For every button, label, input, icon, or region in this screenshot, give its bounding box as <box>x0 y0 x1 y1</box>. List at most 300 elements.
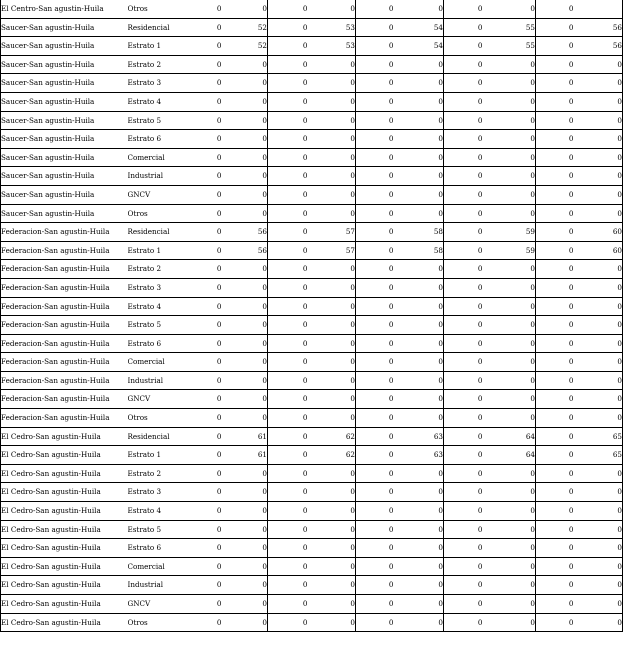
value-cell: 0 <box>356 18 394 37</box>
value-cell: 0 <box>394 55 444 74</box>
category-cell: Industrial <box>128 576 199 595</box>
value-cell: 0 <box>536 316 574 335</box>
value-cell: 0 <box>222 520 268 539</box>
value-cell: 61 <box>222 446 268 465</box>
value-cell: 0 <box>574 483 623 502</box>
value-cell: 0 <box>268 223 308 242</box>
value-cell: 0 <box>199 595 222 614</box>
location-cell: Saucer-San agustin-Huila <box>1 74 128 93</box>
value-cell: 0 <box>574 464 623 483</box>
value-cell: 60 <box>574 223 623 242</box>
value-cell: 0 <box>394 576 444 595</box>
value-cell: 0 <box>536 409 574 428</box>
value-cell: 0 <box>444 92 483 111</box>
value-cell: 60 <box>574 241 623 260</box>
value-cell: 0 <box>356 111 394 130</box>
location-cell: Saucer-San agustin-Huila <box>1 148 128 167</box>
value-cell: 0 <box>308 167 356 186</box>
category-cell: Estrato 1 <box>128 241 199 260</box>
value-cell: 0 <box>222 334 268 353</box>
value-cell: 0 <box>222 92 268 111</box>
value-cell: 0 <box>356 427 394 446</box>
category-cell: GNCV <box>128 595 199 614</box>
value-cell: 62 <box>308 427 356 446</box>
location-cell: Federacion-San agustin-Huila <box>1 316 128 335</box>
value-cell: 0 <box>308 539 356 558</box>
value-cell: 0 <box>444 111 483 130</box>
value-cell: 0 <box>483 0 536 18</box>
value-cell: 0 <box>444 148 483 167</box>
value-cell: 0 <box>308 595 356 614</box>
value-cell: 64 <box>483 427 536 446</box>
value-cell: 0 <box>268 502 308 521</box>
value-cell: 0 <box>356 74 394 93</box>
value-cell: 0 <box>536 185 574 204</box>
value-cell: 0 <box>268 520 308 539</box>
value-cell: 0 <box>394 148 444 167</box>
value-cell: 0 <box>483 204 536 223</box>
value-cell: 0 <box>574 576 623 595</box>
value-cell: 0 <box>483 502 536 521</box>
value-cell: 0 <box>536 55 574 74</box>
value-cell: 0 <box>394 278 444 297</box>
value-cell: 0 <box>268 316 308 335</box>
value-cell: 0 <box>483 92 536 111</box>
value-cell: 0 <box>536 130 574 149</box>
value-cell: 0 <box>268 483 308 502</box>
table-row <box>1 37 623 56</box>
value-cell: 57 <box>308 241 356 260</box>
value-cell: 0 <box>199 37 222 56</box>
location-cell: Federacion-San agustin-Huila <box>1 390 128 409</box>
value-cell: 0 <box>536 427 574 446</box>
value-cell: 0 <box>308 185 356 204</box>
value-cell: 0 <box>268 278 308 297</box>
value-cell: 0 <box>268 464 308 483</box>
table-row <box>1 185 623 204</box>
value-cell: 0 <box>574 390 623 409</box>
value-cell: 0 <box>308 613 356 632</box>
value-cell: 0 <box>268 241 308 260</box>
value-cell: 0 <box>222 167 268 186</box>
value-cell: 0 <box>536 0 574 18</box>
table-row <box>1 409 623 428</box>
value-cell: 0 <box>199 241 222 260</box>
value-cell: 0 <box>199 111 222 130</box>
location-cell: Saucer-San agustin-Huila <box>1 185 128 204</box>
value-cell: 0 <box>444 204 483 223</box>
value-cell: 0 <box>574 371 623 390</box>
value-cell: 63 <box>394 446 444 465</box>
category-cell: Estrato 6 <box>128 539 199 558</box>
value-cell: 0 <box>444 539 483 558</box>
value-cell: 0 <box>394 353 444 372</box>
value-cell: 0 <box>222 130 268 149</box>
value-cell: 0 <box>394 204 444 223</box>
category-cell: Estrato 1 <box>128 446 199 465</box>
value-cell: 54 <box>394 18 444 37</box>
value-cell: 0 <box>199 55 222 74</box>
category-cell: Comercial <box>128 148 199 167</box>
value-cell: 0 <box>222 148 268 167</box>
category-cell: Estrato 4 <box>128 297 199 316</box>
value-cell: 0 <box>199 557 222 576</box>
value-cell: 0 <box>574 55 623 74</box>
table-row <box>1 557 623 576</box>
value-cell: 0 <box>308 148 356 167</box>
value-cell: 0 <box>308 204 356 223</box>
value-cell: 0 <box>199 409 222 428</box>
value-cell: 0 <box>308 557 356 576</box>
location-cell: Federacion-San agustin-Huila <box>1 297 128 316</box>
category-cell: Residencial <box>128 223 199 242</box>
value-cell: 0 <box>574 167 623 186</box>
value-cell: 0 <box>199 260 222 279</box>
value-cell: 0 <box>222 204 268 223</box>
location-cell: Federacion-San agustin-Huila <box>1 223 128 242</box>
value-cell: 0 <box>308 353 356 372</box>
value-cell: 0 <box>483 409 536 428</box>
value-cell: 0 <box>356 260 394 279</box>
value-cell: 0 <box>268 55 308 74</box>
value-cell: 0 <box>483 557 536 576</box>
value-cell: 0 <box>356 278 394 297</box>
value-cell: 0 <box>356 148 394 167</box>
value-cell: 0 <box>356 576 394 595</box>
table-row <box>1 55 623 74</box>
value-cell: 0 <box>222 55 268 74</box>
value-cell: 0 <box>356 204 394 223</box>
value-cell: 0 <box>268 260 308 279</box>
value-cell: 0 <box>268 148 308 167</box>
category-cell: Estrato 3 <box>128 74 199 93</box>
value-cell: 0 <box>574 613 623 632</box>
value-cell: 57 <box>308 223 356 242</box>
value-cell: 0 <box>356 316 394 335</box>
value-cell: 59 <box>483 241 536 260</box>
value-cell: 0 <box>308 576 356 595</box>
value-cell: 0 <box>444 409 483 428</box>
value-cell: 0 <box>394 557 444 576</box>
value-cell: 0 <box>574 204 623 223</box>
value-cell: 0 <box>222 316 268 335</box>
value-cell: 0 <box>394 483 444 502</box>
value-cell: 0 <box>536 353 574 372</box>
value-cell: 0 <box>356 595 394 614</box>
location-cell: Federacion-San agustin-Huila <box>1 353 128 372</box>
value-cell: 56 <box>222 241 268 260</box>
value-cell: 0 <box>308 409 356 428</box>
value-cell: 0 <box>483 55 536 74</box>
value-cell: 0 <box>536 241 574 260</box>
category-cell: Estrato 2 <box>128 260 199 279</box>
table-row <box>1 483 623 502</box>
value-cell: 0 <box>394 520 444 539</box>
value-cell: 0 <box>444 557 483 576</box>
value-cell: 0 <box>268 130 308 149</box>
value-cell: 0 <box>536 595 574 614</box>
category-cell: Industrial <box>128 167 199 186</box>
location-cell: El Cedro-San agustin-Huila <box>1 557 128 576</box>
value-cell: 0 <box>483 148 536 167</box>
value-cell: 0 <box>536 260 574 279</box>
value-cell: 0 <box>199 148 222 167</box>
value-cell: 0 <box>222 557 268 576</box>
value-cell: 0 <box>222 297 268 316</box>
value-cell: 0 <box>199 130 222 149</box>
value-cell: 0 <box>222 74 268 93</box>
value-cell: 0 <box>394 167 444 186</box>
value-cell: 0 <box>308 55 356 74</box>
value-cell: 0 <box>268 0 308 18</box>
value-cell: 0 <box>394 0 444 18</box>
value-cell: 53 <box>308 37 356 56</box>
value-cell: 0 <box>483 111 536 130</box>
value-cell: 0 <box>574 316 623 335</box>
value-cell: 0 <box>356 92 394 111</box>
value-cell: 0 <box>483 613 536 632</box>
value-cell: 56 <box>574 37 623 56</box>
value-cell: 0 <box>536 483 574 502</box>
value-cell: 0 <box>222 539 268 558</box>
category-cell: Estrato 1 <box>128 37 199 56</box>
value-cell: 0 <box>483 576 536 595</box>
value-cell: 0 <box>574 353 623 372</box>
value-cell: 0 <box>444 595 483 614</box>
location-cell: El Cedro-San agustin-Huila <box>1 576 128 595</box>
value-cell: 0 <box>394 297 444 316</box>
location-cell: Federacion-San agustin-Huila <box>1 278 128 297</box>
value-cell: 0 <box>574 520 623 539</box>
value-cell <box>574 0 623 18</box>
value-cell: 0 <box>308 130 356 149</box>
value-cell: 0 <box>268 334 308 353</box>
value-cell: 0 <box>536 334 574 353</box>
value-cell: 0 <box>483 353 536 372</box>
category-cell: GNCV <box>128 185 199 204</box>
value-cell: 0 <box>308 92 356 111</box>
value-cell: 58 <box>394 241 444 260</box>
value-cell: 0 <box>394 390 444 409</box>
value-cell: 0 <box>574 557 623 576</box>
value-cell: 0 <box>222 502 268 521</box>
value-cell: 0 <box>222 260 268 279</box>
value-cell: 63 <box>394 427 444 446</box>
value-cell: 0 <box>199 185 222 204</box>
value-cell: 64 <box>483 446 536 465</box>
value-cell: 0 <box>444 241 483 260</box>
value-cell: 0 <box>268 576 308 595</box>
value-cell: 0 <box>356 409 394 428</box>
value-cell: 0 <box>268 92 308 111</box>
value-cell: 0 <box>268 74 308 93</box>
value-cell: 0 <box>574 148 623 167</box>
value-cell: 0 <box>444 297 483 316</box>
value-cell: 0 <box>308 520 356 539</box>
value-cell: 0 <box>356 55 394 74</box>
value-cell: 56 <box>574 18 623 37</box>
value-cell: 0 <box>222 111 268 130</box>
value-cell: 0 <box>394 334 444 353</box>
value-cell: 0 <box>199 464 222 483</box>
value-cell: 0 <box>536 74 574 93</box>
value-cell: 0 <box>199 502 222 521</box>
location-cell: El Cedro-San agustin-Huila <box>1 595 128 614</box>
table-row <box>1 353 623 372</box>
table-row <box>1 446 623 465</box>
value-cell: 0 <box>356 130 394 149</box>
table-row <box>1 74 623 93</box>
category-cell: Residencial <box>128 427 199 446</box>
table-row <box>1 92 623 111</box>
value-cell: 52 <box>222 18 268 37</box>
value-cell: 0 <box>444 74 483 93</box>
value-cell: 0 <box>536 278 574 297</box>
value-cell: 0 <box>394 613 444 632</box>
value-cell: 0 <box>536 371 574 390</box>
category-cell: Otros <box>128 409 199 428</box>
value-cell: 0 <box>356 520 394 539</box>
value-cell: 0 <box>268 557 308 576</box>
value-cell: 65 <box>574 446 623 465</box>
value-cell: 0 <box>536 613 574 632</box>
value-cell: 0 <box>222 613 268 632</box>
value-cell: 0 <box>199 316 222 335</box>
value-cell: 0 <box>536 539 574 558</box>
value-cell: 0 <box>222 483 268 502</box>
value-cell: 0 <box>444 185 483 204</box>
value-cell: 0 <box>222 576 268 595</box>
value-cell: 0 <box>444 371 483 390</box>
value-cell: 0 <box>268 111 308 130</box>
location-cell: Saucer-San agustin-Huila <box>1 55 128 74</box>
value-cell: 0 <box>199 204 222 223</box>
value-cell: 0 <box>199 297 222 316</box>
value-cell: 0 <box>536 204 574 223</box>
value-cell: 0 <box>483 185 536 204</box>
table-row <box>1 0 623 18</box>
value-cell: 0 <box>483 539 536 558</box>
value-cell: 0 <box>199 539 222 558</box>
table-row <box>1 316 623 335</box>
value-cell: 55 <box>483 37 536 56</box>
value-cell: 0 <box>574 539 623 558</box>
value-cell: 0 <box>444 427 483 446</box>
value-cell: 0 <box>444 37 483 56</box>
value-cell: 0 <box>394 130 444 149</box>
value-cell: 0 <box>394 502 444 521</box>
value-cell: 0 <box>268 390 308 409</box>
category-cell: Estrato 5 <box>128 111 199 130</box>
value-cell: 62 <box>308 446 356 465</box>
value-cell: 0 <box>444 576 483 595</box>
table-row <box>1 223 623 242</box>
value-cell: 0 <box>536 390 574 409</box>
table-row <box>1 520 623 539</box>
value-cell: 0 <box>222 371 268 390</box>
location-cell: El Cedro-San agustin-Huila <box>1 483 128 502</box>
value-cell: 0 <box>199 446 222 465</box>
value-cell: 0 <box>536 557 574 576</box>
value-cell: 0 <box>444 55 483 74</box>
value-cell: 0 <box>394 74 444 93</box>
value-cell: 0 <box>356 185 394 204</box>
value-cell: 0 <box>574 409 623 428</box>
table-row <box>1 241 623 260</box>
value-cell: 0 <box>222 390 268 409</box>
category-cell: Industrial <box>128 371 199 390</box>
location-cell: El Cedro-San agustin-Huila <box>1 446 128 465</box>
table-row <box>1 148 623 167</box>
category-cell: Otros <box>128 613 199 632</box>
value-cell: 0 <box>199 390 222 409</box>
value-cell: 0 <box>308 260 356 279</box>
category-cell: Estrato 5 <box>128 520 199 539</box>
value-cell: 0 <box>199 353 222 372</box>
value-cell: 61 <box>222 427 268 446</box>
location-cell: Federacion-San agustin-Huila <box>1 409 128 428</box>
value-cell: 0 <box>199 278 222 297</box>
value-cell: 0 <box>444 353 483 372</box>
value-cell: 0 <box>356 371 394 390</box>
value-cell: 0 <box>536 111 574 130</box>
value-cell: 0 <box>444 483 483 502</box>
value-cell: 0 <box>444 520 483 539</box>
value-cell: 0 <box>308 502 356 521</box>
location-cell: Saucer-San agustin-Huila <box>1 18 128 37</box>
value-cell: 0 <box>308 390 356 409</box>
value-cell: 0 <box>536 502 574 521</box>
value-cell: 0 <box>394 92 444 111</box>
value-cell: 0 <box>308 111 356 130</box>
value-cell: 0 <box>356 241 394 260</box>
location-cell: El Cedro-San agustin-Huila <box>1 613 128 632</box>
value-cell: 0 <box>394 409 444 428</box>
location-cell: Federacion-San agustin-Huila <box>1 241 128 260</box>
value-cell: 0 <box>199 92 222 111</box>
value-cell: 56 <box>222 223 268 242</box>
value-cell: 0 <box>536 223 574 242</box>
value-cell: 0 <box>536 148 574 167</box>
value-cell: 0 <box>483 595 536 614</box>
value-cell: 0 <box>483 390 536 409</box>
value-cell: 0 <box>268 613 308 632</box>
location-cell: El Cedro-San agustin-Huila <box>1 520 128 539</box>
value-cell: 0 <box>199 0 222 18</box>
value-cell: 58 <box>394 223 444 242</box>
value-cell: 0 <box>536 37 574 56</box>
value-cell: 0 <box>483 464 536 483</box>
table-body <box>1 0 623 632</box>
category-cell: Estrato 3 <box>128 278 199 297</box>
value-cell: 0 <box>536 464 574 483</box>
value-cell: 0 <box>199 334 222 353</box>
category-cell: Estrato 2 <box>128 55 199 74</box>
value-cell: 0 <box>574 297 623 316</box>
value-cell: 0 <box>536 92 574 111</box>
value-cell: 0 <box>356 539 394 558</box>
value-cell: 0 <box>394 539 444 558</box>
value-cell: 0 <box>222 353 268 372</box>
value-cell: 0 <box>444 464 483 483</box>
value-cell: 0 <box>444 223 483 242</box>
location-cell: El Cedro-San agustin-Huila <box>1 427 128 446</box>
value-cell: 0 <box>268 595 308 614</box>
value-cell: 0 <box>222 595 268 614</box>
value-cell: 59 <box>483 223 536 242</box>
value-cell: 0 <box>574 502 623 521</box>
value-cell: 0 <box>394 111 444 130</box>
